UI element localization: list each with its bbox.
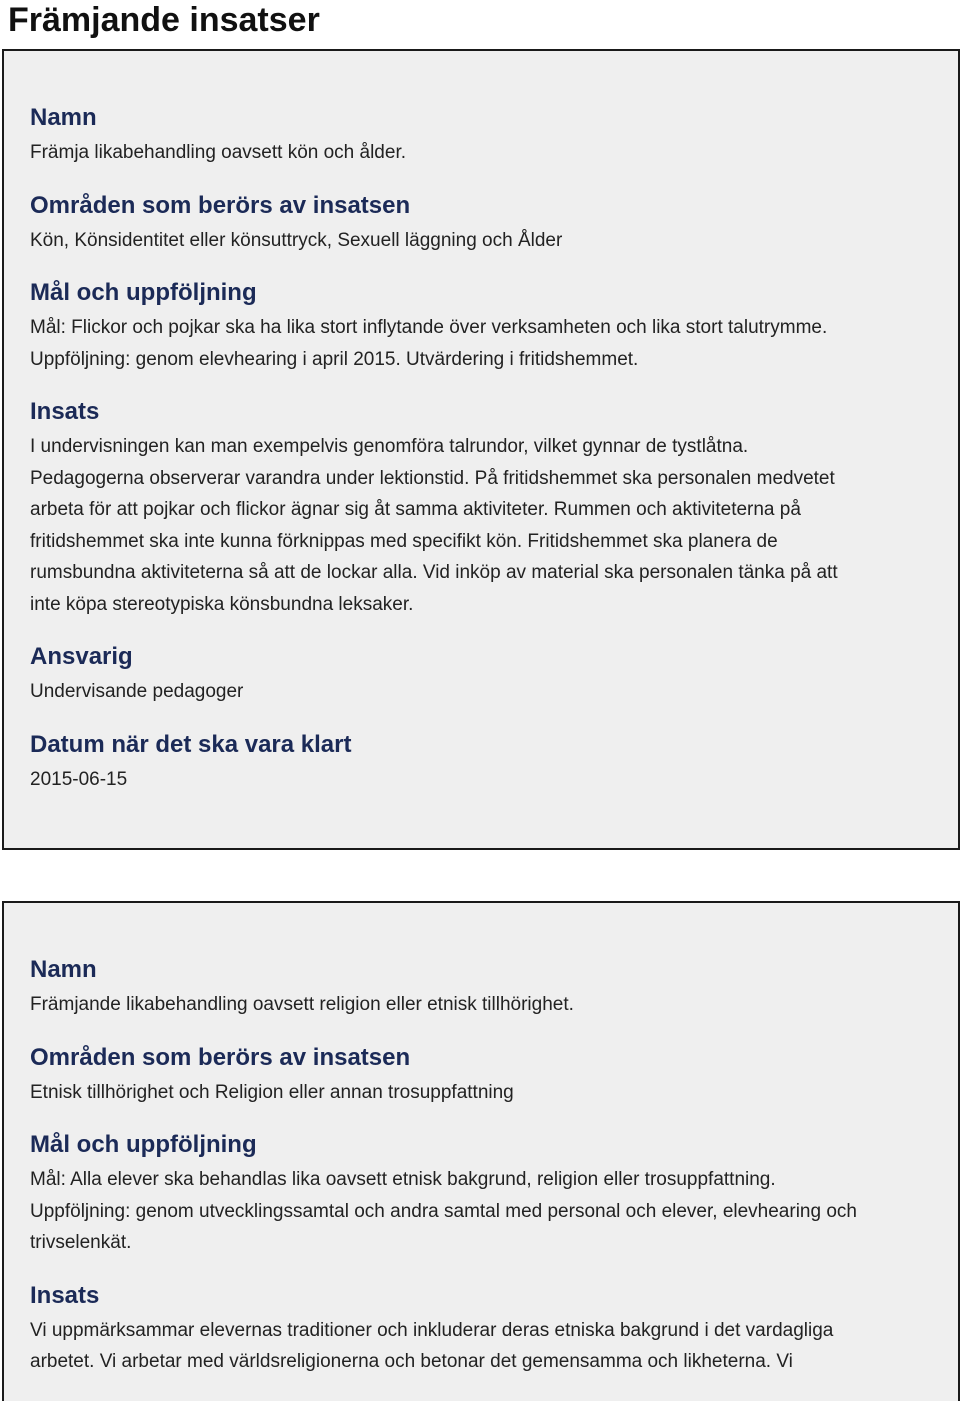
name-label: Namn <box>30 104 97 131</box>
goal-line: Uppföljning: genom utvecklingssamtal och andra samtal med personal och elever, elevhearing och <box>30 1200 857 1222</box>
goal-line: trivselenkät. <box>30 1232 132 1253</box>
action-line: arbetet. Vi arbetar med världsreligionerna och betonar det gemensamma och likheterna. Vi <box>30 1351 793 1372</box>
areas-label: Områden som berörs av insatsen <box>30 191 411 219</box>
action-field <box>30 1281 932 1378</box>
action-value <box>30 1315 932 1378</box>
areas-label: Områden som berörs av insatsen <box>30 1043 411 1071</box>
page-title: Främjande insatser <box>8 1 320 39</box>
action-line: inte köpa stereotypiska könsbundna leksaker. <box>30 593 414 615</box>
action-line: fritidshemmet ska inte kunna förknippas med specifikt kön. Fritidshemmet ska planera de <box>30 530 778 552</box>
action-line: Vi uppmärksammar elevernas traditioner och inkluderar deras etniska bakgrund i det vardagliga <box>30 1319 834 1341</box>
goal-label: Mål och uppföljning <box>30 1131 257 1158</box>
name-label: Namn <box>30 956 97 983</box>
goal-line: Mål: Flickor och pojkar ska ha lika stort inflytande över verksamheten och lika stort talutrymme. <box>30 317 828 338</box>
action-label: Insats <box>30 1281 100 1309</box>
goal-line: Mål: Alla elever ska behandlas lika oavsett etnisk bakgrund, religion eller trosuppfattning. <box>30 1169 776 1190</box>
areas-value: Kön, Könsidentitet eller könsuttryck, Sexuell läggning och Ålder <box>30 229 563 251</box>
areas-value: Etnisk tillhörighet och Religion eller annan trosuppfattning <box>30 1081 514 1103</box>
areas-field <box>30 1043 932 1109</box>
date-field <box>30 730 932 796</box>
name-value: Främjande likabehandling oavsett religion eller etnisk tillhörighet. <box>30 994 574 1015</box>
goal-label: Mål och uppföljning <box>30 279 257 306</box>
goal-line: Uppföljning: genom elevhearing i april 2015. Utvärdering i fritidshemmet. <box>30 348 639 370</box>
responsible-value: Undervisande pedagoger <box>30 681 244 702</box>
date-value: 2015-06-15 <box>30 768 128 790</box>
areas-field <box>30 191 932 257</box>
action-line: I undervisningen kan man exempelvis genomföra talrundor, vilket gynnar de tystlåtna. <box>30 436 749 457</box>
action-line: rumsbundna aktiviteterna så att de lockar alla. Vid inköp av material ska personalen tänka på att <box>30 562 838 583</box>
action-label: Insats <box>30 398 100 425</box>
name-field <box>30 955 932 1021</box>
responsible-field <box>30 642 932 708</box>
measure-card <box>2 49 960 850</box>
measure-card <box>2 901 960 1401</box>
action-field <box>30 397 932 620</box>
date-label: Datum när det ska vara klart <box>30 730 352 758</box>
goal-value <box>30 1164 932 1259</box>
action-line: arbeta för att pojkar och flickor ägnar sig åt samma aktiviteter. Rummen och aktiviteterna på <box>30 499 801 520</box>
responsible-label: Ansvarig <box>30 643 133 670</box>
name-value: Främja likabehandling oavsett kön och ålder. <box>30 142 407 163</box>
action-value <box>30 431 932 620</box>
name-field <box>30 103 932 169</box>
goal-field <box>30 278 932 375</box>
goal-field <box>30 1130 932 1259</box>
action-line: Pedagogerna observerar varandra under lektionstid. På fritidshemmet ska personalen medvetet <box>30 467 835 489</box>
goal-value <box>30 312 932 375</box>
